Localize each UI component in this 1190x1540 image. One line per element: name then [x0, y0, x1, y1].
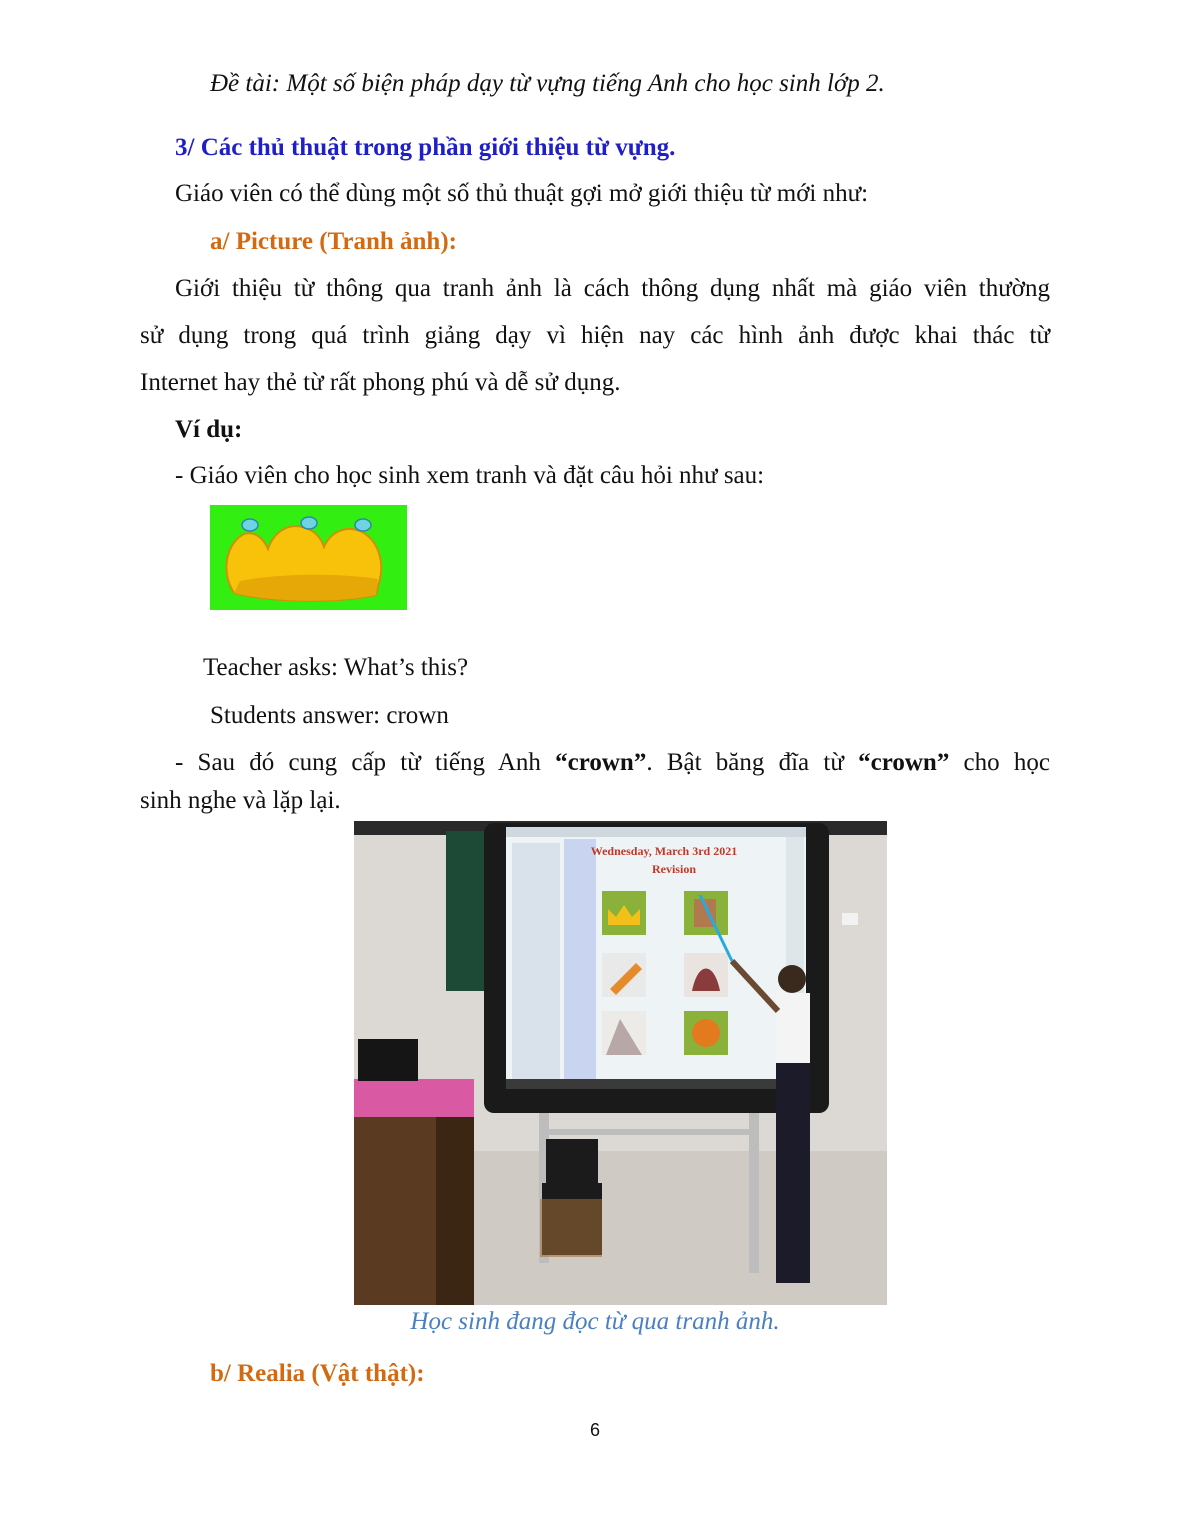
- crown-icon: [210, 505, 407, 610]
- board-subtitle: Revision: [651, 862, 697, 876]
- classroom-photo: [354, 821, 887, 1305]
- subheading-picture: a/ Picture (Tranh ảnh):: [210, 228, 457, 255]
- follow-text: cho học: [949, 749, 1050, 776]
- intro-text: Giáo viên có thể dùng một số thủ thuật gợi mở giới thiệu từ mới như:: [175, 180, 869, 207]
- follow-text: - Sau đó cung cấp từ tiếng Anh: [175, 749, 556, 776]
- word-crown: “crown”: [555, 749, 647, 776]
- paragraph-line: Giới thiệu từ thông qua tranh ảnh là cách thông dụng nhất mà giáo viên thường: [175, 275, 1050, 302]
- paragraph-line: Internet hay thẻ từ rất phong phú và dễ sử dụng.: [140, 369, 621, 396]
- classroom-illustration: [354, 821, 887, 1305]
- follow-up-line-2: sinh nghe và lặp lại.: [140, 787, 341, 814]
- example-instruction: - Giáo viên cho học sinh xem tranh và đặt câu hỏi như sau:: [175, 462, 765, 489]
- paragraph-line: sử dụng trong quá trình giảng dạy vì hiện nay các hình ảnh được khai thác từ: [140, 322, 1050, 349]
- subheading-realia: b/ Realia (Vật thật):: [210, 1360, 425, 1387]
- page-number: 6: [589, 1420, 600, 1440]
- photo-caption: Học sinh đang đọc từ qua tranh ảnh.: [410, 1308, 780, 1335]
- student-answer: Students answer: crown: [210, 702, 449, 729]
- section-title: 3/ Các thủ thuật trong phần giới thiệu từ vựng.: [175, 134, 676, 161]
- word-crown: “crown”: [858, 749, 950, 776]
- document-header: Đề tài: Một số biện pháp dạy từ vựng tiếng Anh cho học sinh lớp 2.: [210, 70, 885, 97]
- crown-picture: [210, 505, 407, 610]
- follow-text: . Bật băng đĩa từ: [646, 749, 859, 776]
- board-date: Wednesday, March 3rd 2021: [590, 844, 738, 858]
- follow-up-line: [140, 749, 1050, 777]
- example-label: Ví dụ:: [175, 416, 243, 443]
- teacher-question: Teacher asks: What’s this?: [203, 654, 469, 681]
